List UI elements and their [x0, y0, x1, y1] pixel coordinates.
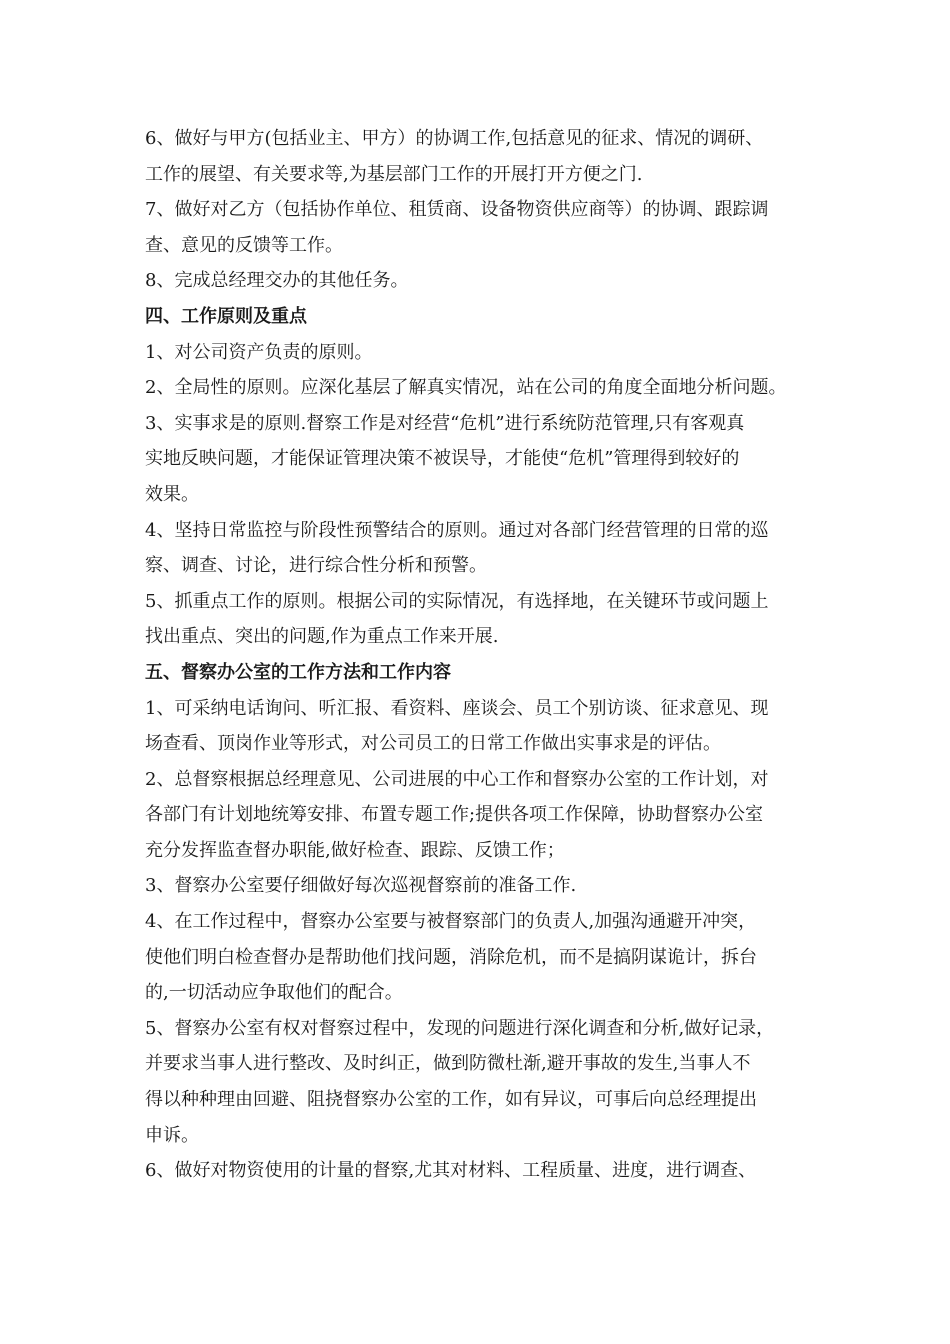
- line-15: 找出重点、突出的问题,作为重点工作来开展.: [145, 626, 499, 648]
- line-22: 3、督察办公室要仔细做好每次巡视督察前的准备工作.: [145, 875, 577, 897]
- line-21: 充分发挥监查督办职能,做好检查、跟踪、反馈工作；: [145, 839, 565, 861]
- line-28: 得以种种理由回避、阻挠督察办公室的工作，如有异议，可事后向总经理提出: [145, 1089, 757, 1111]
- line-01: 6、做好与甲方(包括业主、甲方）的协调工作,包括意见的征求、情况的调研、: [145, 128, 764, 149]
- line-19: 2、总督察根据总经理意见、公司进展的中心工作和督察办公室的工作计划，对: [145, 768, 769, 790]
- line-02: 工作的展望、有关要求等,为基层部门工作的开展打开方便之门.: [145, 163, 643, 185]
- line-14: 5、抓重点工作的原则。根据公司的实际情况，有选择地，在关键环节或问题上: [145, 590, 769, 612]
- line-04: 查、意见的反馈等工作。: [145, 234, 343, 256]
- line-18: 场查看、顶岗作业等形式，对公司员工的日常工作做出实事求是的评估。: [145, 733, 721, 755]
- line-12: 4、坚持日常监控与阶段性预警结合的原则。通过对各部门经营管理的日常的巡: [145, 519, 769, 541]
- line-24: 使他们明白检查督办是帮助他们找问题，消除危机，而不是搞阴谋诡计，拆台: [145, 946, 757, 968]
- line-03: 7、做好对乙方（包括协作单位、租赁商、设备物资供应商等）的协调、跟踪调: [145, 199, 769, 221]
- line-09: 3、实事求是的原则.督察工作是对经营“危机”进行系统防范管理,只有客观真: [145, 412, 745, 434]
- line-13: 察、调查、讨论，进行综合性分析和预警。: [145, 555, 487, 577]
- line-25: 的,一切活动应争取他们的配合。: [145, 982, 403, 1004]
- section-heading-5: 五、督察办公室的工作方法和工作内容: [145, 661, 451, 683]
- line-07: 1、对公司资产负责的原则。: [145, 341, 373, 363]
- line-23: 4、在工作过程中，督察办公室要与被督察部门的负责人,加强沟通避开冲突，: [145, 911, 757, 933]
- line-30: 6、做好对物资使用的计量的督察,尤其对材料、工程质量、进度，进行调查、: [145, 1160, 757, 1182]
- line-29: 申诉。: [145, 1124, 199, 1146]
- line-27: 并要求当事人进行整改、及时纠正，做到防微杜渐,避开事故的发生,当事人不: [145, 1053, 751, 1075]
- line-08: 2、全局性的原则。应深化基层了解真实情况，站在公司的角度全面地分析问题。: [145, 377, 787, 399]
- line-11: 效果。: [145, 483, 199, 505]
- line-10: 实地反映问题，才能保证管理决策不被误导，才能使“危机”管理得到较好的: [145, 448, 740, 470]
- section-heading-4: 四、工作原则及重点: [145, 305, 307, 327]
- line-26: 5、督察办公室有权对督察过程中，发现的问题进行深化调查和分析,做好记录，: [145, 1017, 775, 1039]
- line-05: 8、完成总经理交办的其他任务。: [145, 270, 409, 292]
- line-17: 1、可采纳电话询问、听汇报、看资料、座谈会、员工个别访谈、征求意见、现: [145, 697, 769, 719]
- line-20: 各部门有计划地统筹安排、布置专题工作;提供各项工作保障，协助督察办公室: [145, 804, 764, 826]
